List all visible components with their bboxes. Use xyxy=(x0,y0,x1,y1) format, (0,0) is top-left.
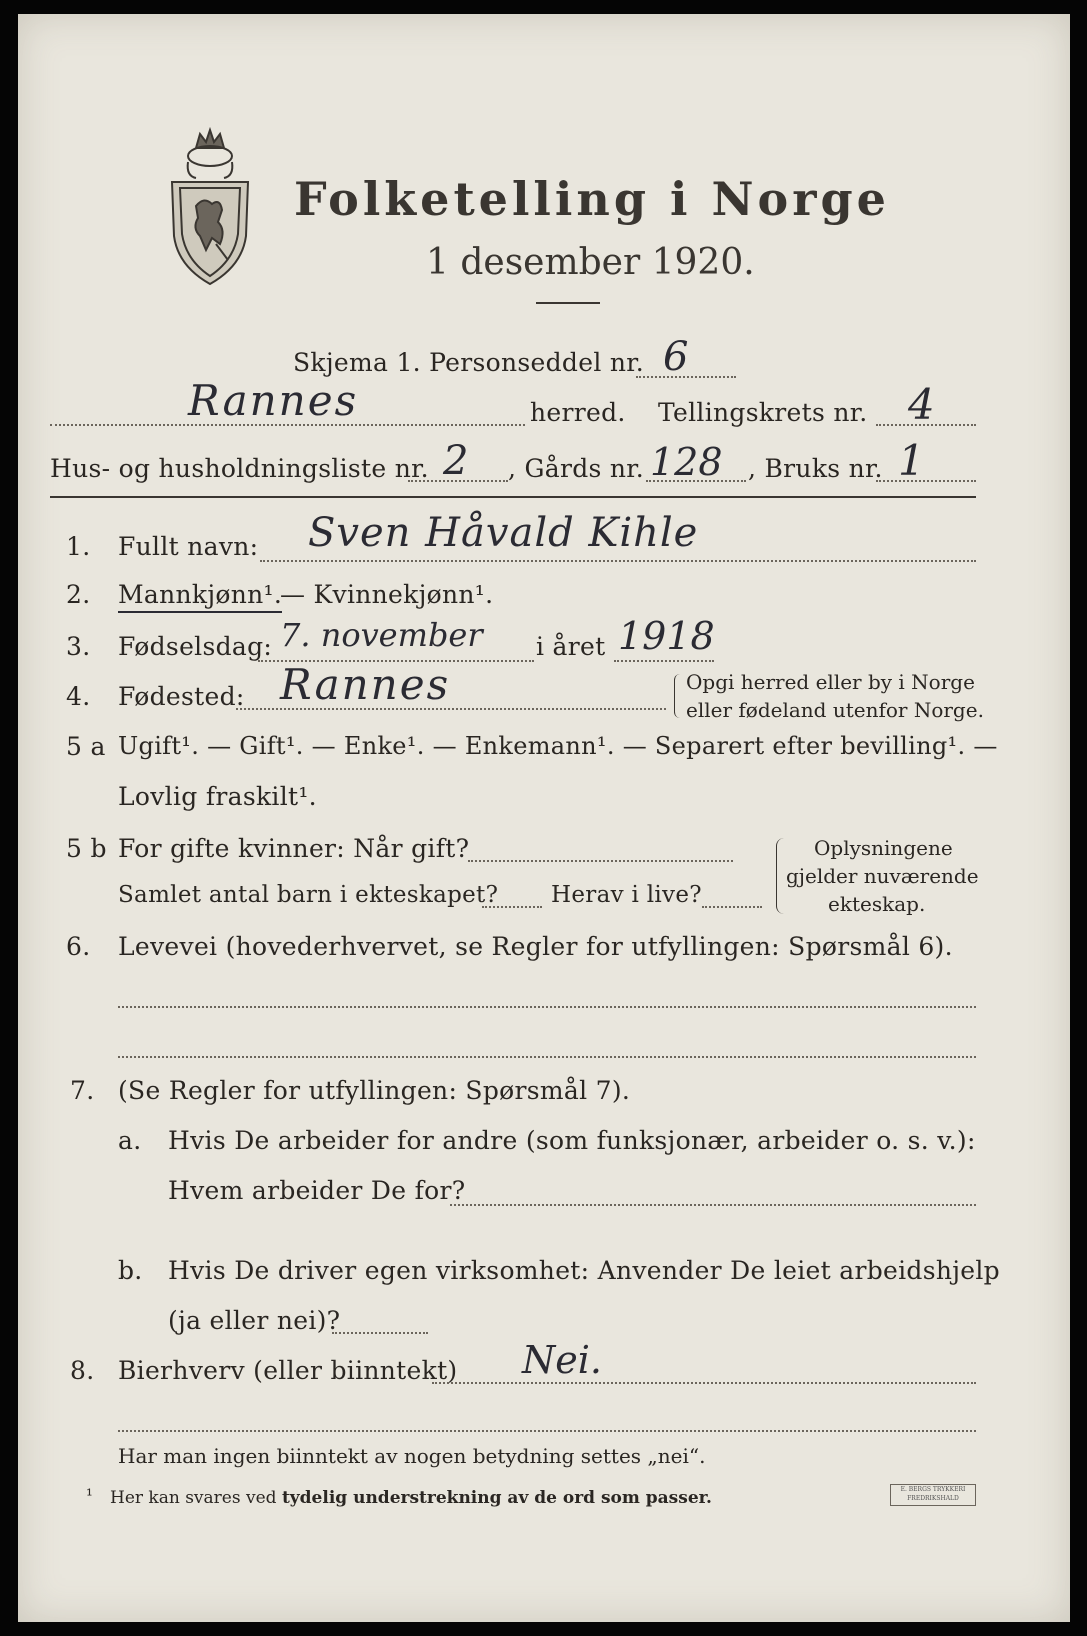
q6-number: 6. xyxy=(66,932,91,961)
q7b-dotted-line xyxy=(332,1332,428,1334)
q4-number: 4. xyxy=(66,682,91,711)
q4-note-line1: Opgi herred eller by i Norge xyxy=(686,670,975,694)
herred-label: herred. xyxy=(530,398,626,427)
tellingskrets-label: Tellingskrets nr. xyxy=(658,398,868,427)
coat-of-arms-icon xyxy=(166,126,254,288)
herred-value: Rannes xyxy=(188,376,359,425)
q3-number: 3. xyxy=(66,632,91,661)
q5b-herav-dotted-line xyxy=(702,906,762,908)
q3-year-value: 1918 xyxy=(618,614,715,658)
footer-note: Har man ingen biinntekt av nogen betydning settes „nei“. xyxy=(118,1444,706,1468)
q5b-line1: For gifte kvinner: Når gift? xyxy=(118,834,470,863)
q5a-line2: Lovlig fraskilt¹. xyxy=(118,782,317,811)
hus-label: Hus- og husholdningsliste nr. xyxy=(50,454,429,483)
gards-value: 128 xyxy=(650,440,723,484)
q8-bierhverv-value: Nei. xyxy=(522,1338,602,1382)
form-title: Folketelling i Norge xyxy=(294,172,890,226)
q5b-naar-gift-dotted-line xyxy=(468,860,733,862)
q2-mannkjonn-underlined: Mannkjønn¹. xyxy=(118,580,282,613)
q5a-number: 5 a xyxy=(66,732,106,761)
q5b-brace xyxy=(776,838,785,914)
q5b-line2a: Samlet antal barn i ekteskapet? xyxy=(118,882,499,908)
q3-year-dotted-line xyxy=(614,660,714,662)
q6-label: Levevei (hovederhvervet, se Regler for utfyllingen: Spørsmål 6). xyxy=(118,932,953,961)
footnote-mark: ¹ xyxy=(86,1486,93,1506)
q7a-dotted-line xyxy=(450,1204,976,1206)
q7a-line1: Hvis De arbeider for andre (som funksjonær, arbeider o. s. v.): xyxy=(168,1126,976,1155)
q8-dotted-line-2 xyxy=(118,1430,976,1432)
q7b-line1: Hvis De driver egen virksomhet: Anvender De leiet arbeidshjelp xyxy=(168,1256,1000,1285)
q4-brace xyxy=(674,674,683,718)
q5b-note-line1: Oplysningene xyxy=(814,836,953,860)
q1-dotted-line xyxy=(260,560,976,562)
q4-label: Fødested: xyxy=(118,682,245,711)
q7b-number: b. xyxy=(118,1256,143,1285)
q1-full-name-value: Sven Håvald Kihle xyxy=(308,510,699,556)
q3-day-value: 7. november xyxy=(280,616,483,654)
footnote-text xyxy=(110,1488,712,1508)
q7-number: 7. xyxy=(70,1076,95,1105)
skjema-label: Skjema 1. Personseddel nr. xyxy=(293,348,645,377)
tellingskrets-value: 4 xyxy=(908,380,935,429)
q7a-number: a. xyxy=(118,1126,142,1155)
header-rule xyxy=(50,496,976,498)
q5b-antal-dotted-line xyxy=(482,906,542,908)
q5b-line2b: Herav i live? xyxy=(551,882,702,908)
bruks-label: , Bruks nr. xyxy=(748,454,883,483)
personseddel-nr-value: 6 xyxy=(663,334,689,380)
q7b-line2: (ja eller nei)? xyxy=(168,1306,341,1335)
q5b-note-line2: gjelder nuværende xyxy=(786,864,979,888)
q5b-note-line3: ekteskap. xyxy=(828,892,926,916)
printer-stamp: E. BERGS TRYKKERI FREDRIKSHALD xyxy=(890,1484,976,1506)
q5b-number: 5 b xyxy=(66,834,107,863)
footnote-text-b: tydelig understrekning av de ord som passer. xyxy=(281,1488,712,1508)
q7-label: (Se Regler for utfyllingen: Spørsmål 7). xyxy=(118,1076,631,1105)
q4-note-line2: eller fødeland utenfor Norge. xyxy=(686,698,984,722)
q3-year-label: i året xyxy=(536,632,606,661)
census-form xyxy=(18,14,1070,1622)
q8-dotted-line xyxy=(432,1382,976,1384)
q8-label: Bierhverv (eller biinntekt) xyxy=(118,1356,458,1385)
footnote-text-a: Her kan svares ved xyxy=(110,1488,282,1508)
q3-label: Fødselsdag: xyxy=(118,632,273,661)
q4-birthplace-value: Rannes xyxy=(280,660,451,709)
hus-value: 2 xyxy=(443,438,469,484)
q2-number: 2. xyxy=(66,580,91,609)
q2-kvinnekjonn: — Kvinnekjønn¹. xyxy=(280,580,494,609)
bruks-value: 1 xyxy=(898,436,925,485)
bruks-dotted-line xyxy=(876,480,976,482)
q1-number: 1. xyxy=(66,532,91,561)
census-date: 1 desember 1920. xyxy=(426,242,755,283)
q6-dotted-line-2 xyxy=(118,1056,976,1058)
q7a-line2: Hvem arbeider De for? xyxy=(168,1176,466,1205)
q5a-line1: Ugift¹. — Gift¹. — Enke¹. — Enkemann¹. — Separert efter bevilling¹. — xyxy=(118,732,998,760)
q6-dotted-line-1 xyxy=(118,1006,976,1008)
title-divider xyxy=(536,302,600,304)
gards-label: , Gårds nr. xyxy=(508,454,645,483)
q8-number: 8. xyxy=(70,1356,95,1385)
q1-label: Fullt navn: xyxy=(118,532,259,561)
